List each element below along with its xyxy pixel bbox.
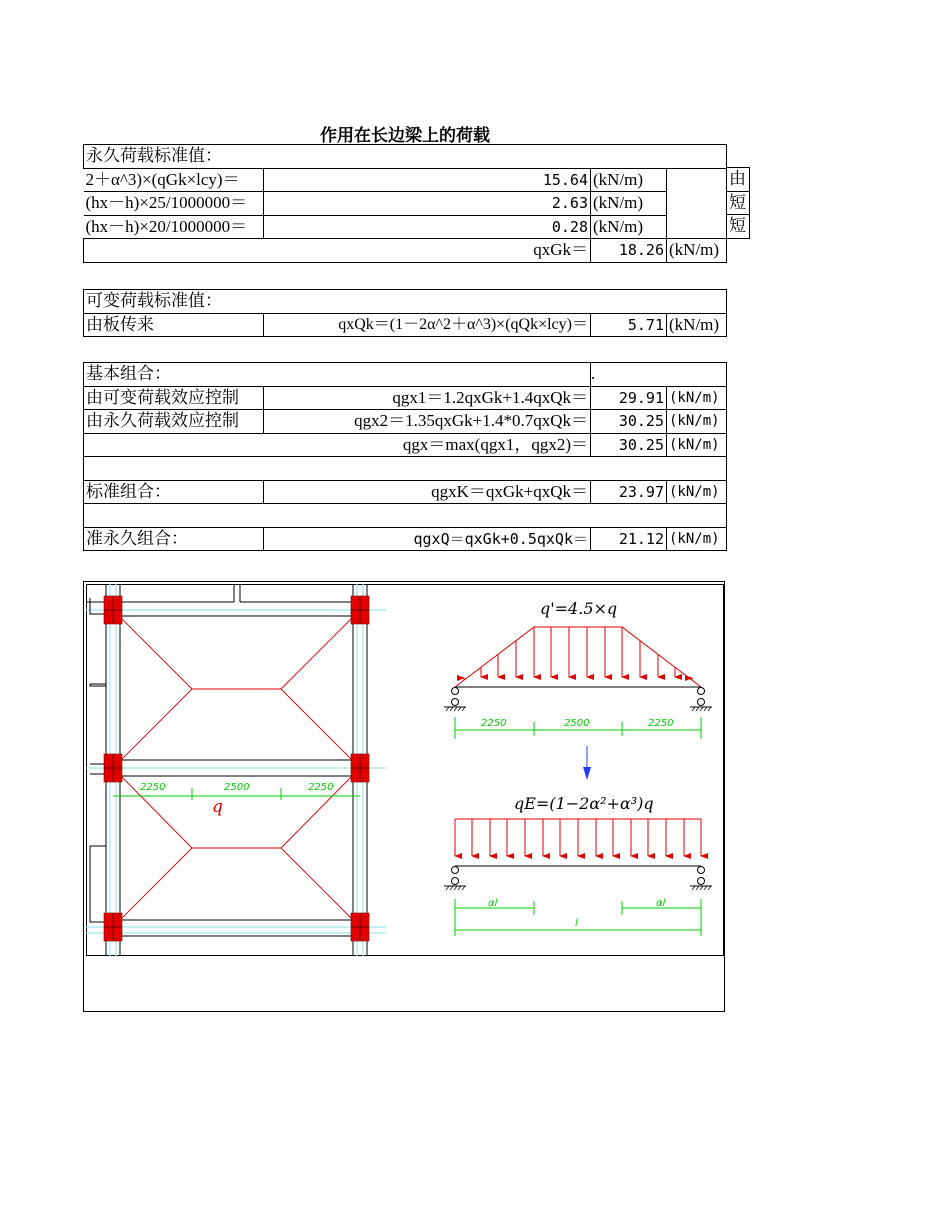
trap-dim-1: 2250 — [481, 718, 507, 729]
permanent-load-table — [83, 144, 727, 263]
permanent-blank-cell — [667, 168, 727, 239]
blank-row-2 — [84, 504, 727, 528]
basic-dot: . — [591, 363, 727, 387]
permanent-formula-2: (hx－h)×25/1000000＝ — [84, 192, 264, 216]
permanent-formula-3: (hx－h)×20/1000000＝ — [84, 215, 264, 239]
plan-dim-3: 2250 — [308, 782, 334, 793]
uniform-dim-alpha-2: αl — [656, 898, 666, 909]
permanent-unit-2: (kN/m) — [591, 192, 667, 216]
variable-value: 5.71 — [591, 313, 667, 337]
quasi-formula: qgxQ＝qxGk+0.5qxQk＝ — [264, 527, 591, 551]
side-note-2: 短 — [727, 191, 750, 215]
basic-formula-2: qgx2＝1.35qxGk+1.4*0.7qxQk＝ — [264, 410, 591, 434]
permanent-unit-1: (kN/m) — [591, 168, 667, 192]
basic-label-2: 由永久荷载效应控制 — [84, 410, 264, 434]
standard-formula: qgxK＝qxGk+qxQk＝ — [264, 480, 591, 504]
variable-load-table — [83, 289, 727, 337]
quasi-label: 准永久组合： — [84, 527, 264, 551]
variable-source: 由板传来 — [84, 313, 264, 337]
equivalence-arrow — [583, 746, 591, 780]
basic-header: 基本组合： — [84, 363, 591, 387]
permanent-total-unit: (kN/m) — [667, 239, 727, 263]
basic-formula-1: qgx1＝1.2qxGk+1.4qxQk＝ — [264, 386, 591, 410]
permanent-value-3: 0.28 — [264, 215, 591, 239]
plan-dim-1: 2250 — [140, 782, 166, 793]
standard-value: 23.97 — [591, 480, 667, 504]
plan-load-label: q — [212, 797, 223, 817]
side-note-column — [726, 167, 750, 239]
permanent-formula-1: 2＋α^3)×(qGk×lcy)＝ — [84, 168, 264, 192]
variable-unit: (kN/m) — [667, 313, 727, 337]
variable-header: 可变荷载标准值： — [84, 290, 727, 314]
page-title: 作用在长边梁上的荷载 — [320, 126, 490, 145]
quasi-value: 21.12 — [591, 527, 667, 551]
basic-label-1: 由可变荷载效应控制 — [84, 386, 264, 410]
basic-unit-3: (kN/m) — [667, 433, 727, 457]
permanent-value-2: 2.63 — [264, 192, 591, 216]
trapezoid-title: q'=4.5×q — [540, 599, 618, 618]
uniform-load-diagram — [444, 794, 712, 936]
uniform-title: qE=(1−2α²+α³)q — [514, 794, 654, 813]
permanent-value-1: 15.64 — [264, 168, 591, 192]
standard-label: 标准组合： — [84, 480, 264, 504]
basic-value-2: 30.25 — [591, 410, 667, 434]
trap-dim-3: 2250 — [648, 718, 674, 729]
quasi-unit: (kN/m) — [667, 527, 727, 551]
basic-formula-3: qgx＝max(qgx1，qgx2)＝ — [84, 433, 591, 457]
permanent-total-label: qxGk＝ — [84, 239, 591, 263]
side-note-1: 由 — [727, 168, 750, 192]
load-diagram — [86, 584, 724, 956]
plan-dim-2: 2500 — [224, 782, 250, 793]
floor-plan — [86, 584, 386, 956]
side-note-3: 短 — [727, 215, 750, 239]
trapezoid-load-diagram — [444, 599, 712, 739]
variable-formula: qxQk＝(1－2α^2＋α^3)×(qQk×lcy)＝ — [264, 313, 591, 337]
basic-unit-1: (kN/m) — [667, 386, 727, 410]
combination-table — [83, 362, 727, 551]
permanent-header: 永久荷载标准值： — [84, 145, 727, 169]
basic-value-3: 30.25 — [591, 433, 667, 457]
uniform-dim-alpha-1: αl — [488, 898, 498, 909]
permanent-total-value: 18.26 — [591, 239, 667, 263]
basic-unit-2: (kN/m) — [667, 410, 727, 434]
blank-row-1 — [84, 457, 727, 481]
permanent-unit-3: (kN/m) — [591, 215, 667, 239]
trap-dim-2: 2500 — [564, 718, 590, 729]
basic-value-1: 29.91 — [591, 386, 667, 410]
uniform-dim-l: l — [575, 918, 578, 929]
standard-unit: (kN/m) — [667, 480, 727, 504]
